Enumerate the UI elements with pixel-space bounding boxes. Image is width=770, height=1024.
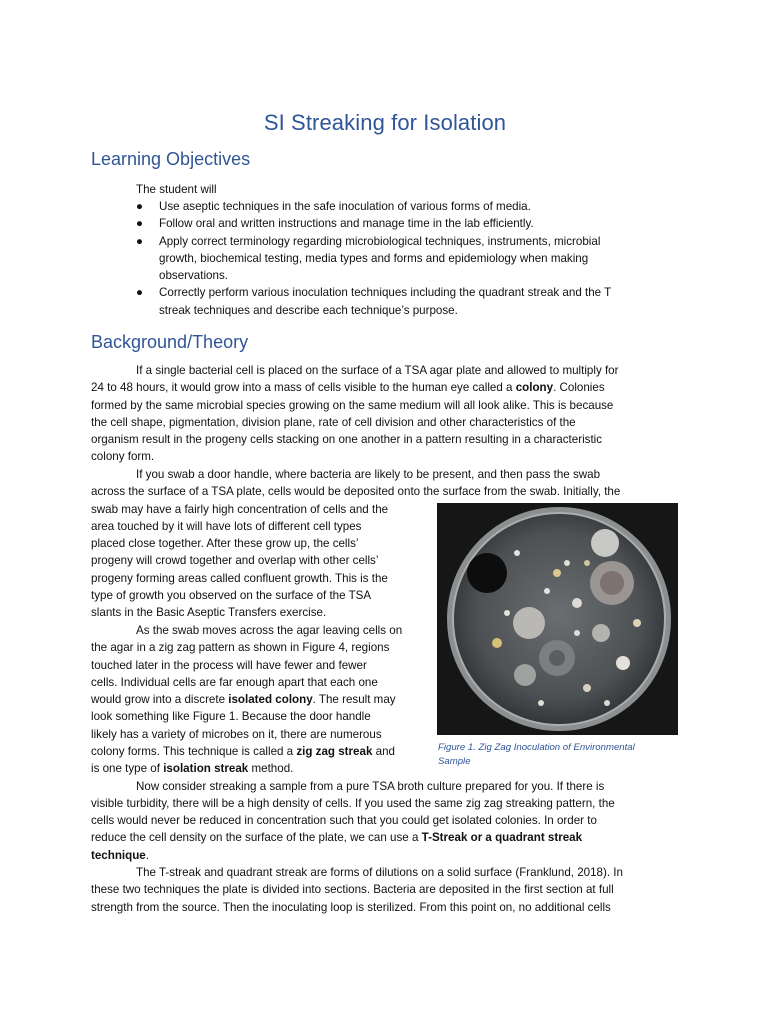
bullet-icon: ● bbox=[136, 234, 144, 248]
objective-item: ● Use aseptic techniques in the safe inoculation of various forms of media. bbox=[136, 198, 656, 215]
petri-dish-photo bbox=[437, 503, 678, 735]
term-isolated-colony: isolated colony bbox=[228, 693, 313, 707]
term-colony: colony bbox=[515, 381, 554, 395]
objective-item: ● Correctly perform various inoculation techniques including the quadrant streak and the T streak techniques and describe each technique’s purpose. bbox=[136, 286, 612, 317]
objectives-intro: The student will bbox=[136, 183, 217, 196]
paragraph-swab-wrap: swab may have a fairly high concentration of cells and the area touched by it will have lots of different cell types placed close together. After these grow up, the cells’ progeny will crowd together and overlap with other cells’ progeny forming areas called confluent growth. This is the type of growth you observed on the surface of the TSA slants in the Basic Aseptic Transfers exercise. bbox=[91, 502, 389, 620]
objective-item: ● Apply correct terminology regarding microbiological techniques, instruments, microbial growth, biochemical testing, media types and forms and epidemiology when making observations. bbox=[136, 234, 601, 283]
paragraph-t-streak: Now consider streaking a sample from a pure TSA broth culture prepared for you. If there is visible turbidity, there will be a high density of cells. If you used the same zig zag streaking pattern, the cells would never be reduced in concentration such that you could get isolated colonies. In order to reduce the cell density on the surface of the plate, we can use a T-Streak or a quadrant streak technique. bbox=[91, 779, 615, 862]
bullet-icon: ● bbox=[136, 217, 144, 231]
term-isolation-streak: isolation streak bbox=[163, 762, 249, 776]
term-zig-zag-streak: zig zag streak bbox=[296, 745, 373, 759]
bullet-icon: ● bbox=[136, 286, 144, 300]
term-t-streak: T-Streak or a quadrant streak bbox=[421, 831, 583, 845]
figure-caption: Figure 1. Zig Zag Inoculation of Environmental Sample bbox=[438, 742, 635, 767]
bullet-icon: ● bbox=[136, 200, 144, 213]
paragraph-swab: If you swab a door handle, where bacteria are likely to be present, and then pass the swab across the surface of a TSA plate, cells would be deposited onto the surface from the swab. Initially, the bbox=[91, 468, 621, 499]
paragraph-dilution: The T-streak and quadrant streak are forms of dilutions on a solid surface (Franklund, 2018). In these two techniques the plate is divided into sections. Bacteria are deposited in the first section at full strength from the source. Then the inoculating loop is sterilized. From this point on, no additional cells bbox=[91, 866, 623, 914]
paragraph-colony: If a single bacterial cell is placed on the surface of a TSA agar plate and allowed to multiply for 24 to 48 hours, it would grow into a mass of cells visible to the human eye called a colony. Colonies formed by the same microbial species growing on the same medium will all look alike. This is because the cell shape, pigmentation, division plane, rate of cell division and other characteristics of the organism result in the progeny cells stacking on one another in a pattern resulting in a characteristic colony form. bbox=[91, 364, 619, 464]
page-title: SI Streaking for Isolation bbox=[263, 110, 507, 135]
objective-item: ● Follow oral and written instructions and manage time in the lab efficiently. bbox=[136, 215, 656, 232]
objectives-list bbox=[136, 198, 656, 319]
term-technique: technique bbox=[91, 848, 146, 862]
background-theory-heading: Background/Theory bbox=[91, 332, 249, 352]
learning-objectives-heading: Learning Objectives bbox=[91, 149, 251, 169]
petri-dish-image bbox=[437, 503, 678, 735]
paragraph-zigzag: As the swab moves across the agar leaving cells on the agar in a zig zag pattern as shown in Figure 4, regions touched later in the process will have fewer and fewer cells. Individual cells are far enough apart that each one would grow into a discrete isolated colony. The result may look something like Figure 1. Because the door handle likely has a variety of microbes on it, there are numerous colony forms. This technique is called a zig zag streak and is one type of isolation streak method. bbox=[91, 624, 403, 776]
